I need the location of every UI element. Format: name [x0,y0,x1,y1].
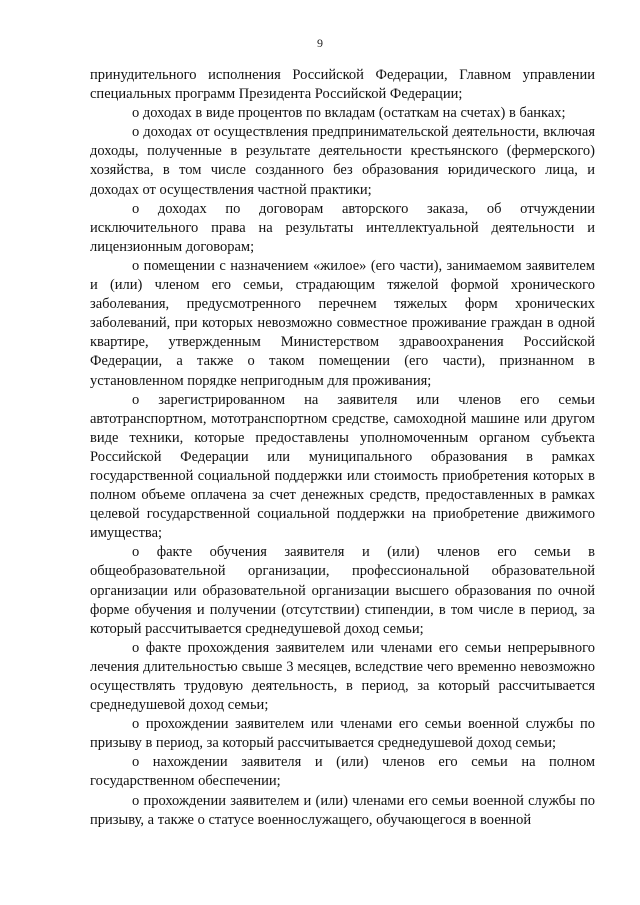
paragraph-medical-treatment: о факте прохождения заявителем или членами его семьи непрерывного лечения длительностью свыше 3 месяцев, вследствие чего временно невозможно осуществлять трудовую деятельность, в период, за который рассчитывается среднедушевой доход семьи; [90,639,595,714]
paragraph-business-income: о доходах от осуществления предпринимательской деятельности, включая доходы, полученные в результате деятельности крестьянского (фермерского) хозяйства, в том числе созданного без образования юридического лица, и доходах от осуществления частной практики; [90,124,595,198]
paragraph-military-service: о прохождении заявителем или членами его семьи военной службы по призыву в период, за который рассчитывается среднедушевой доход семьи; [90,716,595,752]
paragraph-registered-vehicle: о зарегистрированном на заявителя или членов его семьи автотранспортном, мототранспортном средстве, самоходной машине или другом виде техники, которые предоставлены уполномоченным органом субъекта Российской Федерации или муниципального образования в рамках государственной социальной поддержки или стоимость приобретения которых в полном объеме оплачена за счет денежных средств, предоставленных в рамках целевой государственной социальной поддержки на приобретение движимого имущества; [90,391,595,542]
paragraph-continuation: принудительного исполнения Российской Федерации, Главном управлении специальных программ Президента Российской Федерации; [90,67,595,103]
paragraph-military-status: о прохождении заявителем и (или) членами его семьи военной службы по призыву, а также о статусе военнослужащего, обучающегося в военной [90,792,595,828]
paragraph-residential-premises: о помещении с назначением «жилое» (его части), занимаемом заявителем и (или) членом его семьи, страдающим тяжелой формой хронического заболевания, предусмотренного перечнем тяжелых форм хронических заболеваний, при которых невозможно совместное проживание граждан в одной квартире, утвержденным Министерством здравоохранения Российской Федерации, а также о таком помещении (его части), признанном в установленном порядке непригодным для проживания; [90,257,595,389]
page-number: 9 [317,36,323,50]
paragraph-interest-income: о доходах в виде процентов по вкладам (остаткам на счетах) в банках; [132,105,566,122]
paragraph-education-fact: о факте обучения заявителя и (или) членов его семьи в общеобразовательной организации, профессиональной образовательной организации или образовательной организации высшего образования по очной форме обучения и получении (отсутствии) стипендии, в том числе в период, за который рассчитывается среднедушевой доход семьи; [90,544,595,637]
paragraph-state-support: о нахождении заявителя и (или) членов его семьи на полном государственном обеспечении; [90,754,595,790]
document-body [90,66,595,830]
paragraph-copyright-income: о доходах по договорам авторского заказа, об отчуждении исключительного права на результаты интеллектуальной деятельности и лицензионным договорам; [90,200,595,255]
